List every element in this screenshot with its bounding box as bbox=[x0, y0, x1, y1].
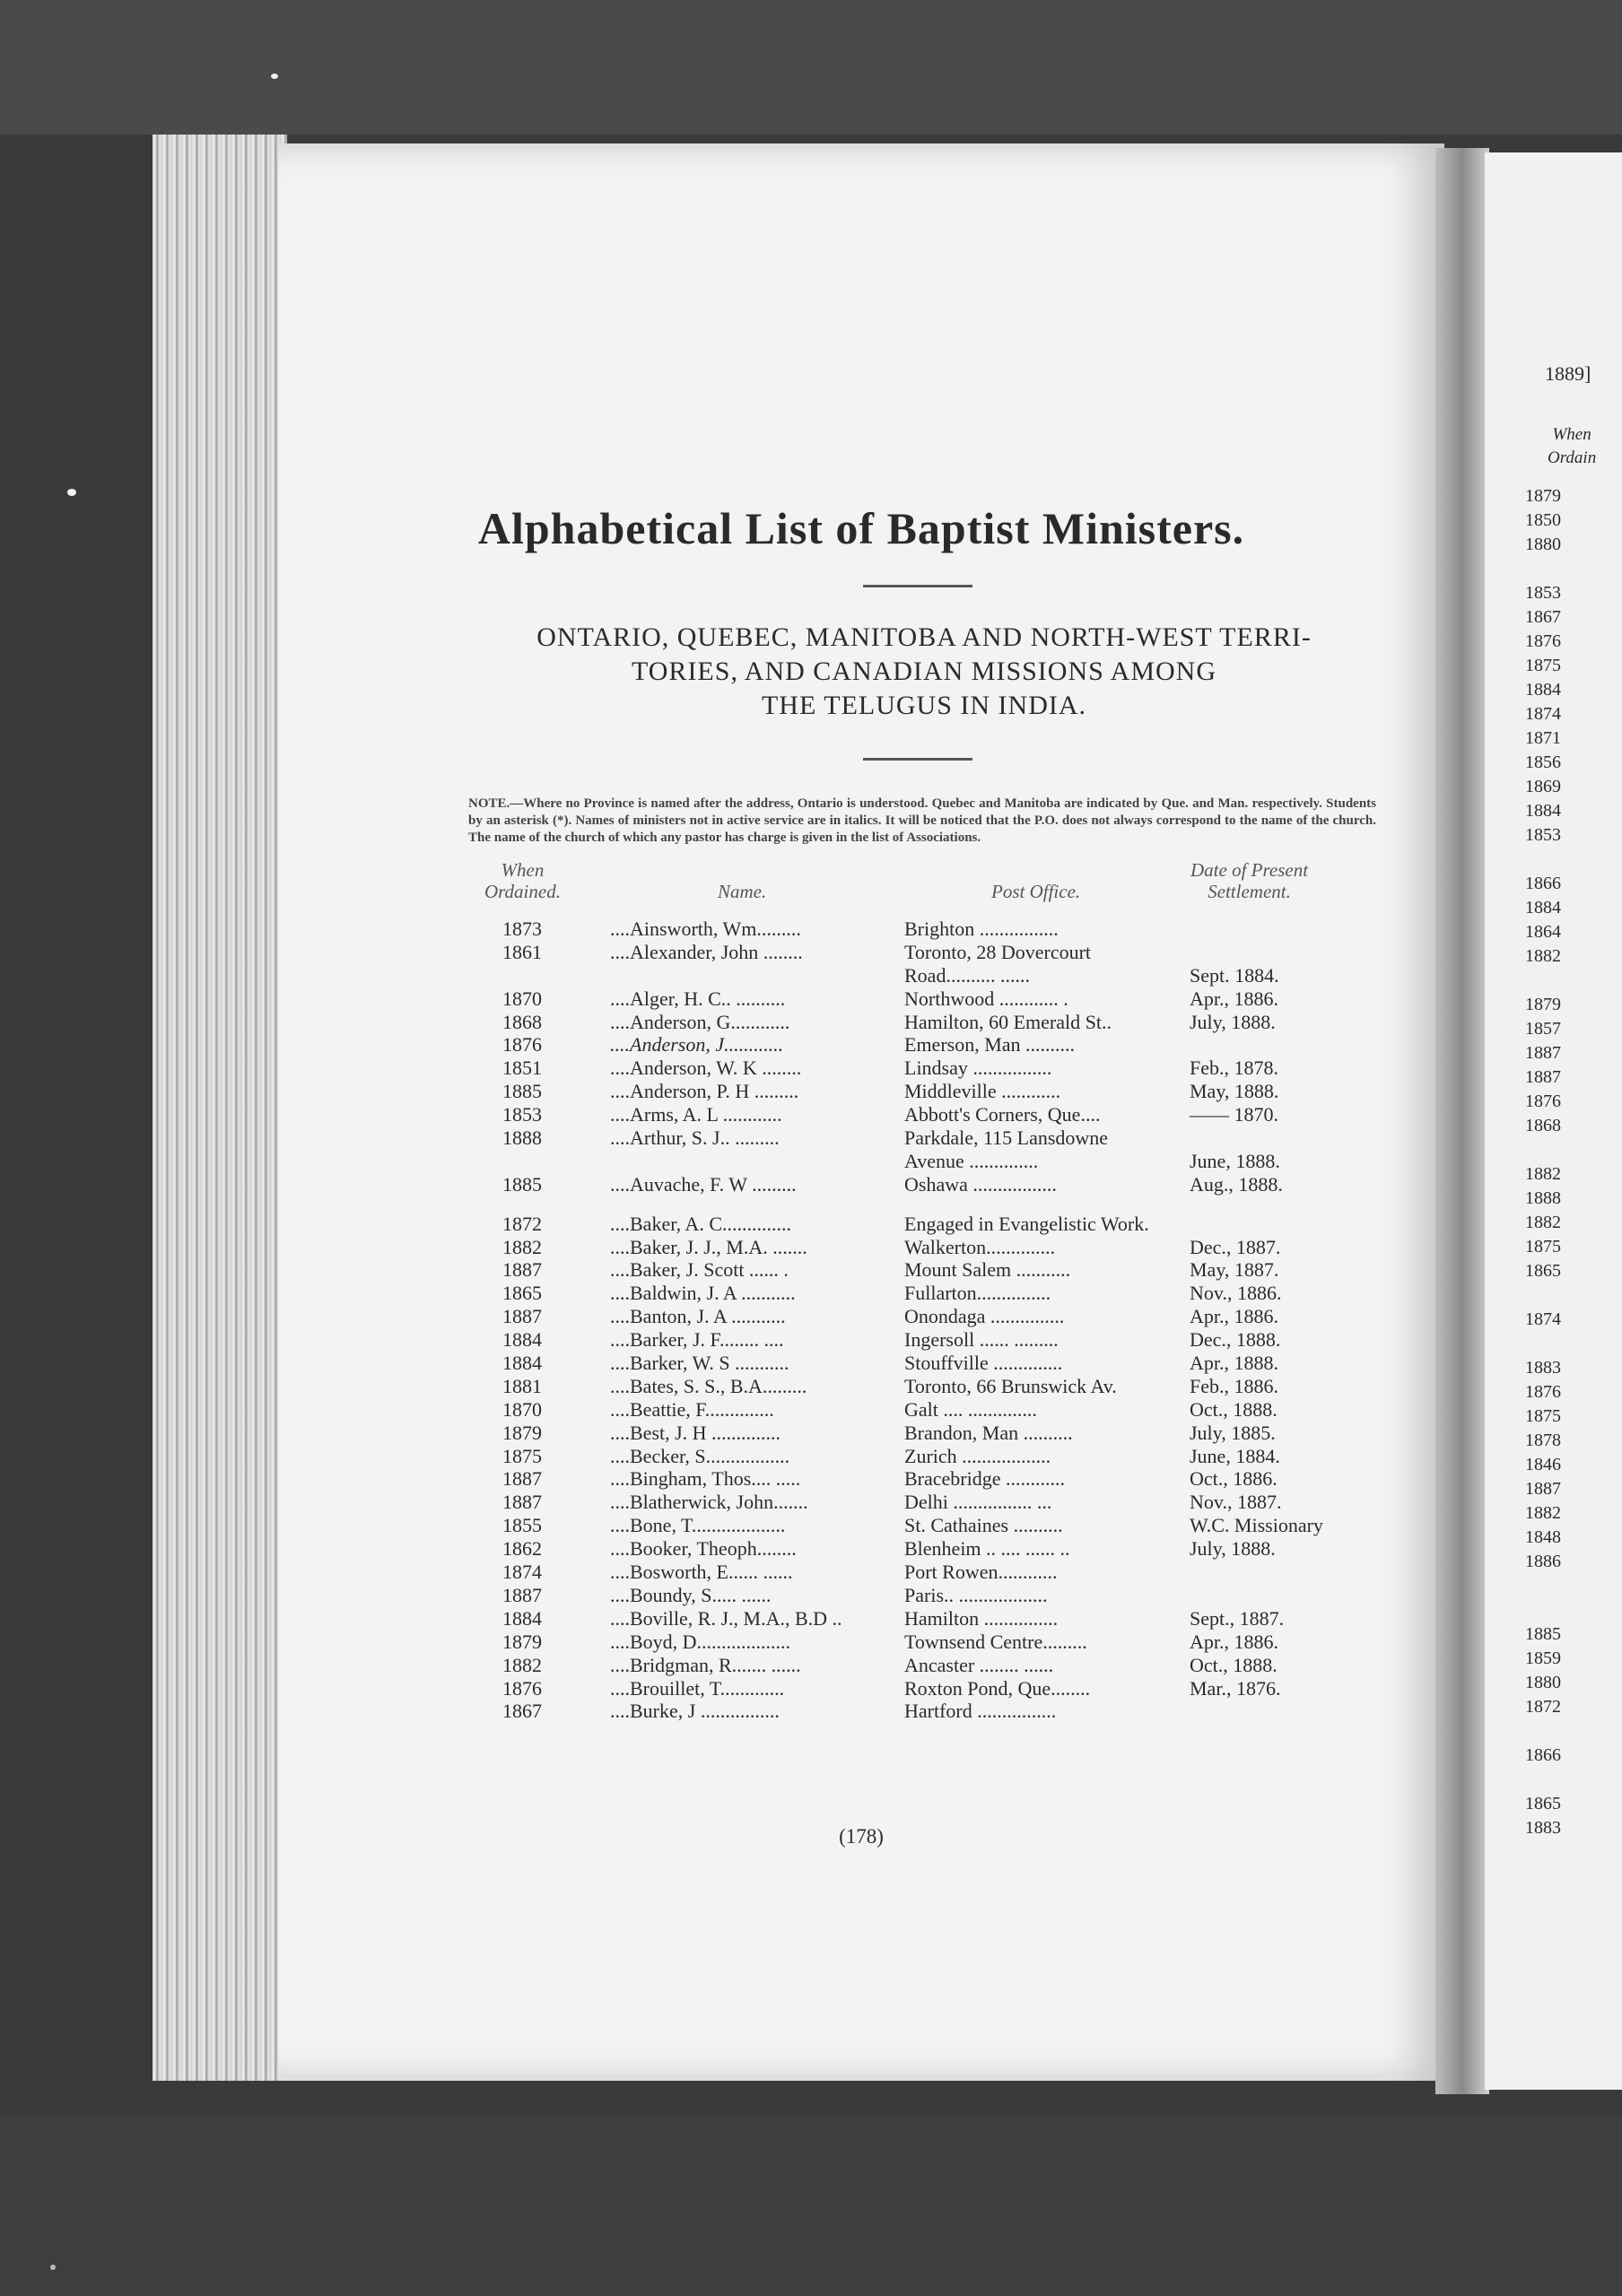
ordained-year: 1885 bbox=[502, 1080, 542, 1103]
post-office: Paris.. .................. bbox=[904, 1583, 1048, 1606]
minister-row bbox=[502, 1258, 1400, 1282]
ordained-year: 1875 bbox=[502, 1444, 542, 1467]
settlement-date: May, 1887. bbox=[1190, 1258, 1279, 1282]
minister-row bbox=[502, 1352, 1400, 1375]
post-office: Toronto, 28 Dovercourt bbox=[904, 940, 1092, 963]
ordained-year: 1879 bbox=[502, 1421, 542, 1444]
ordained-year: 1876 bbox=[502, 1676, 542, 1700]
post-office: Oshawa ................. bbox=[904, 1172, 1057, 1196]
ordained-year: 1887 bbox=[502, 1305, 542, 1328]
post-office: Brandon, Man .......... bbox=[904, 1421, 1073, 1444]
settlement-date: June, 1884. bbox=[1190, 1444, 1280, 1467]
minister-name: ....Anderson, W. K ........ bbox=[610, 1057, 802, 1080]
post-office: Ingersoll ...... ......... bbox=[904, 1328, 1059, 1352]
post-office: Hamilton ............... bbox=[904, 1606, 1059, 1630]
minister-name: ....Barker, J. F........ .... bbox=[610, 1328, 784, 1352]
post-office: Zurich .................. bbox=[904, 1444, 1051, 1467]
settlement-date: Apr., 1886. bbox=[1190, 1630, 1278, 1653]
book-gutter bbox=[1435, 148, 1489, 2094]
colhead-post-office: Post Office. bbox=[991, 881, 1081, 902]
ordained-year: 1867 bbox=[502, 1700, 542, 1723]
post-office: Roxton Pond, Que........ bbox=[904, 1676, 1091, 1700]
post-office: St. Cathaines .......... bbox=[904, 1514, 1063, 1537]
minister-name: ....Arms, A. L ............ bbox=[610, 1103, 782, 1126]
post-office: Engaged in Evangelistic Work. bbox=[904, 1212, 1149, 1235]
minister-name: ....Bosworth, E...... ...... bbox=[610, 1561, 793, 1584]
title-rule bbox=[863, 585, 972, 587]
post-office: Middleville ............ bbox=[904, 1080, 1061, 1103]
subtitle-rule bbox=[863, 758, 972, 761]
minister-name: ....Anderson, J............ bbox=[610, 1033, 784, 1057]
page-number: (178) bbox=[839, 1825, 884, 1848]
post-office: Hamilton, 60 Emerald St.. bbox=[904, 1010, 1112, 1033]
speck bbox=[67, 489, 76, 496]
minister-row bbox=[502, 1213, 1400, 1236]
minister-name: ....Bone, T................... bbox=[610, 1514, 786, 1537]
ordained-year: 1887 bbox=[502, 1258, 542, 1282]
ordained-year: 1873 bbox=[502, 918, 542, 940]
post-office: Parkdale, 115 Lansdowne bbox=[904, 1126, 1109, 1150]
adjacent-page-header: 1889] bbox=[1545, 362, 1591, 385]
minister-row bbox=[502, 1422, 1400, 1445]
post-office: Lindsay ................ bbox=[904, 1057, 1052, 1080]
ordained-year: 1851 bbox=[502, 1057, 542, 1080]
minister-name: ....Bridgman, R....... ...... bbox=[610, 1653, 801, 1676]
ordained-year: 1853 bbox=[502, 1103, 542, 1126]
minister-row bbox=[502, 941, 1400, 964]
speck bbox=[271, 74, 278, 79]
settlement-date: —— 1870. bbox=[1190, 1103, 1278, 1126]
settlement-date: July, 1888. bbox=[1190, 1010, 1276, 1033]
post-office: Northwood ............ . bbox=[904, 987, 1068, 1010]
minister-name: ....Blatherwick, John....... bbox=[610, 1491, 808, 1514]
post-office: Brighton ................ bbox=[904, 918, 1059, 940]
colhead-name: Name. bbox=[718, 881, 767, 902]
ordained-year: 1872 bbox=[502, 1212, 542, 1235]
settlement-date: Apr., 1886. bbox=[1190, 987, 1278, 1010]
settlement-date: Nov., 1886. bbox=[1190, 1282, 1282, 1305]
minister-name: ....Bates, S. S., B.A......... bbox=[610, 1374, 807, 1397]
post-office: Bracebridge ............ bbox=[904, 1467, 1065, 1491]
ordained-year: 1882 bbox=[502, 1235, 542, 1258]
settlement-date: Aug., 1888. bbox=[1190, 1172, 1283, 1196]
ordained-year: 1865 bbox=[502, 1282, 542, 1305]
minister-row bbox=[502, 1057, 1400, 1080]
ordained-year: 1876 bbox=[502, 1033, 542, 1057]
minister-name: ....Boville, R. J., M.A., B.D .. bbox=[610, 1606, 842, 1630]
minister-row bbox=[502, 1631, 1400, 1654]
minister-name: ....Ainsworth, Wm......... bbox=[610, 918, 801, 940]
minister-row bbox=[502, 1677, 1400, 1700]
settlement-date: Sept. 1884. bbox=[1190, 963, 1279, 987]
minister-name: ....Anderson, P. H ......... bbox=[610, 1080, 799, 1103]
settlement-date: July, 1885. bbox=[1190, 1421, 1276, 1444]
minister-row bbox=[502, 1173, 1400, 1196]
minister-row bbox=[502, 1584, 1400, 1607]
minister-row bbox=[502, 1150, 1400, 1173]
post-office: Delhi ................ ... bbox=[904, 1491, 1052, 1514]
post-office: Ancaster ........ ...... bbox=[904, 1653, 1054, 1676]
post-office: Stouffville .............. bbox=[904, 1352, 1063, 1375]
ordained-year: 1884 bbox=[502, 1328, 542, 1352]
minister-name: ....Booker, Theoph........ bbox=[610, 1537, 797, 1561]
minister-name: ....Alexander, John ........ bbox=[610, 940, 803, 963]
post-office: Mount Salem ........... bbox=[904, 1258, 1071, 1282]
minister-name: ....Anderson, G............ bbox=[610, 1010, 790, 1033]
colhead-when-ordained: When Ordained. bbox=[484, 859, 561, 902]
ordained-year: 1870 bbox=[502, 1397, 542, 1421]
minister-name: ....Arthur, S. J.. ......... bbox=[610, 1126, 780, 1150]
post-office: Port Rowen............ bbox=[904, 1561, 1058, 1584]
minister-row bbox=[502, 1445, 1400, 1468]
minister-row bbox=[502, 1236, 1400, 1259]
minister-row bbox=[502, 1398, 1400, 1422]
book-page-edges bbox=[153, 135, 287, 2081]
ordained-year: 1884 bbox=[502, 1606, 542, 1630]
settlement-date: Oct., 1888. bbox=[1190, 1653, 1278, 1676]
minister-name: ....Boundy, S..... ...... bbox=[610, 1583, 772, 1606]
minister-row bbox=[502, 1033, 1400, 1057]
post-office: Galt .... .............. bbox=[904, 1397, 1037, 1421]
minister-name: ....Burke, J ................ bbox=[610, 1700, 780, 1723]
minister-row bbox=[502, 1654, 1400, 1677]
ordained-year: 1884 bbox=[502, 1352, 542, 1375]
post-office: Hartford ................ bbox=[904, 1700, 1057, 1723]
post-office: Fullarton............... bbox=[904, 1282, 1051, 1305]
ministers-list bbox=[502, 918, 1400, 1723]
minister-row bbox=[502, 1607, 1400, 1631]
post-office: Onondaga ............... bbox=[904, 1305, 1065, 1328]
settlement-date: Dec., 1888. bbox=[1190, 1328, 1281, 1352]
speck bbox=[50, 2265, 56, 2270]
minister-row bbox=[502, 1491, 1400, 1514]
page-title: Alphabetical List of Baptist Ministers. bbox=[477, 503, 1245, 553]
minister-row bbox=[502, 1561, 1400, 1584]
minister-row bbox=[502, 1305, 1400, 1328]
minister-name: ....Alger, H. C.. .......... bbox=[610, 987, 786, 1010]
ordained-year: 1870 bbox=[502, 987, 542, 1010]
colhead-date-settlement: Date of Present Settlement. bbox=[1190, 859, 1309, 902]
post-office: Toronto, 66 Brunswick Av. bbox=[904, 1374, 1117, 1397]
minister-name: ....Baker, A. C.............. bbox=[610, 1212, 791, 1235]
adjacent-page-column-head: When Ordain bbox=[1548, 425, 1597, 467]
minister-row bbox=[502, 1514, 1400, 1537]
minister-row bbox=[502, 1103, 1400, 1126]
ordained-year: 1862 bbox=[502, 1537, 542, 1561]
ordained-year: 1882 bbox=[502, 1653, 542, 1676]
settlement-date: Feb., 1886. bbox=[1190, 1374, 1278, 1397]
minister-name: ....Barker, W. S ........... bbox=[610, 1352, 789, 1375]
post-office: Abbott's Corners, Que.... bbox=[904, 1103, 1101, 1126]
section-gap bbox=[502, 1196, 1400, 1213]
minister-row bbox=[502, 1282, 1400, 1305]
ordained-year: 1879 bbox=[502, 1630, 542, 1653]
ordained-year: 1885 bbox=[502, 1172, 542, 1196]
settlement-date: W.C. Missionary bbox=[1190, 1514, 1323, 1537]
minister-row bbox=[502, 1375, 1400, 1398]
ordained-year: 1887 bbox=[502, 1583, 542, 1606]
minister-name: ....Brouillet, T............. bbox=[610, 1676, 785, 1700]
ordained-year: 1861 bbox=[502, 940, 542, 963]
settlement-date: Oct., 1888. bbox=[1190, 1397, 1278, 1421]
post-office: Blenheim .. .... ...... .. bbox=[904, 1537, 1070, 1561]
settlement-date: Feb., 1878. bbox=[1190, 1057, 1278, 1080]
settlement-date: Apr., 1888. bbox=[1190, 1352, 1278, 1375]
settlement-date: Sept., 1887. bbox=[1190, 1606, 1285, 1630]
settlement-date: Oct., 1886. bbox=[1190, 1467, 1278, 1491]
minister-row bbox=[502, 1328, 1400, 1352]
minister-name: ....Baldwin, J. A ........... bbox=[610, 1282, 796, 1305]
settlement-date: July, 1888. bbox=[1190, 1537, 1276, 1561]
ordained-year: 1881 bbox=[502, 1374, 542, 1397]
settlement-date: May, 1888. bbox=[1190, 1080, 1279, 1103]
ordained-year: 1874 bbox=[502, 1561, 542, 1584]
ordained-year: 1887 bbox=[502, 1467, 542, 1491]
settlement-date: June, 1888. bbox=[1190, 1149, 1280, 1172]
ordained-year: 1868 bbox=[502, 1010, 542, 1033]
adjacent-page-years: 1879 1850 1880 1853 1867 1876 1875 1884 1874 1871 1856 1869 1884 1853 1866 1884 1864 1882 1879 1857 1887 1887 1876 1868 1882 1888 1882 1875 1865 1874 1883 1876 1875 1878 1846 1887 1882 1848 1886 1885 1859 1880 1872 1866 1865 1883 bbox=[1525, 486, 1561, 1838]
scanner-background-top bbox=[0, 0, 1622, 135]
minister-name: ....Becker, S................. bbox=[610, 1444, 790, 1467]
minister-name: ....Baker, J. J., M.A. ....... bbox=[610, 1235, 807, 1258]
minister-row bbox=[502, 1700, 1400, 1723]
minister-name: ....Banton, J. A ........... bbox=[610, 1305, 786, 1328]
scanner-background-bottom bbox=[0, 2117, 1622, 2296]
post-office: Emerson, Man .......... bbox=[904, 1033, 1076, 1057]
ordained-year: 1887 bbox=[502, 1491, 542, 1514]
minister-name: ....Beattie, F.............. bbox=[610, 1397, 774, 1421]
post-office: Road.......... ...... bbox=[904, 963, 1030, 987]
minister-row bbox=[502, 918, 1400, 941]
minister-name: ....Auvache, F. W ......... bbox=[610, 1172, 797, 1196]
minister-name: ....Boyd, D................... bbox=[610, 1630, 791, 1653]
post-office: Avenue .............. bbox=[904, 1149, 1039, 1172]
page-subtitle: ONTARIO, QUEBEC, MANITOBA AND NORTH-WEST TERRI- TORIES, AND CANADIAN MISSIONS AMONG THE TELUGUS IN INDIA. bbox=[536, 622, 1312, 720]
ordained-year: 1855 bbox=[502, 1514, 542, 1537]
minister-name: ....Baker, J. Scott ...... . bbox=[610, 1258, 789, 1282]
ordained-year: 1888 bbox=[502, 1126, 542, 1150]
settlement-date: Nov., 1887. bbox=[1190, 1491, 1282, 1514]
note-paragraph: NOTE.—Where no Province is named after the address, Ontario is understood. Quebec and Manitoba are indicated by Que. and Man. respectively. Students by an asterisk (*). Names of ministers not in active service are in italics. It will be noticed that the P.O. does not always correspond to the name of the church. The name of the church of which any pastor has charge is given in the list of Associations. bbox=[468, 796, 1376, 845]
settlement-date: Dec., 1887. bbox=[1190, 1235, 1281, 1258]
settlement-date: Apr., 1886. bbox=[1190, 1305, 1278, 1328]
minister-row bbox=[502, 1537, 1400, 1561]
post-office: Townsend Centre......... bbox=[904, 1630, 1087, 1653]
minister-name: ....Bingham, Thos.... ..... bbox=[610, 1467, 801, 1491]
minister-row bbox=[502, 1011, 1400, 1034]
minister-name: ....Best, J. H .............. bbox=[610, 1421, 781, 1444]
minister-row bbox=[502, 1126, 1400, 1150]
minister-row bbox=[502, 1080, 1400, 1103]
minister-row bbox=[502, 964, 1400, 987]
post-office: Walkerton.............. bbox=[904, 1235, 1056, 1258]
minister-row bbox=[502, 1467, 1400, 1491]
minister-row bbox=[502, 987, 1400, 1011]
settlement-date: Mar., 1876. bbox=[1190, 1676, 1281, 1700]
